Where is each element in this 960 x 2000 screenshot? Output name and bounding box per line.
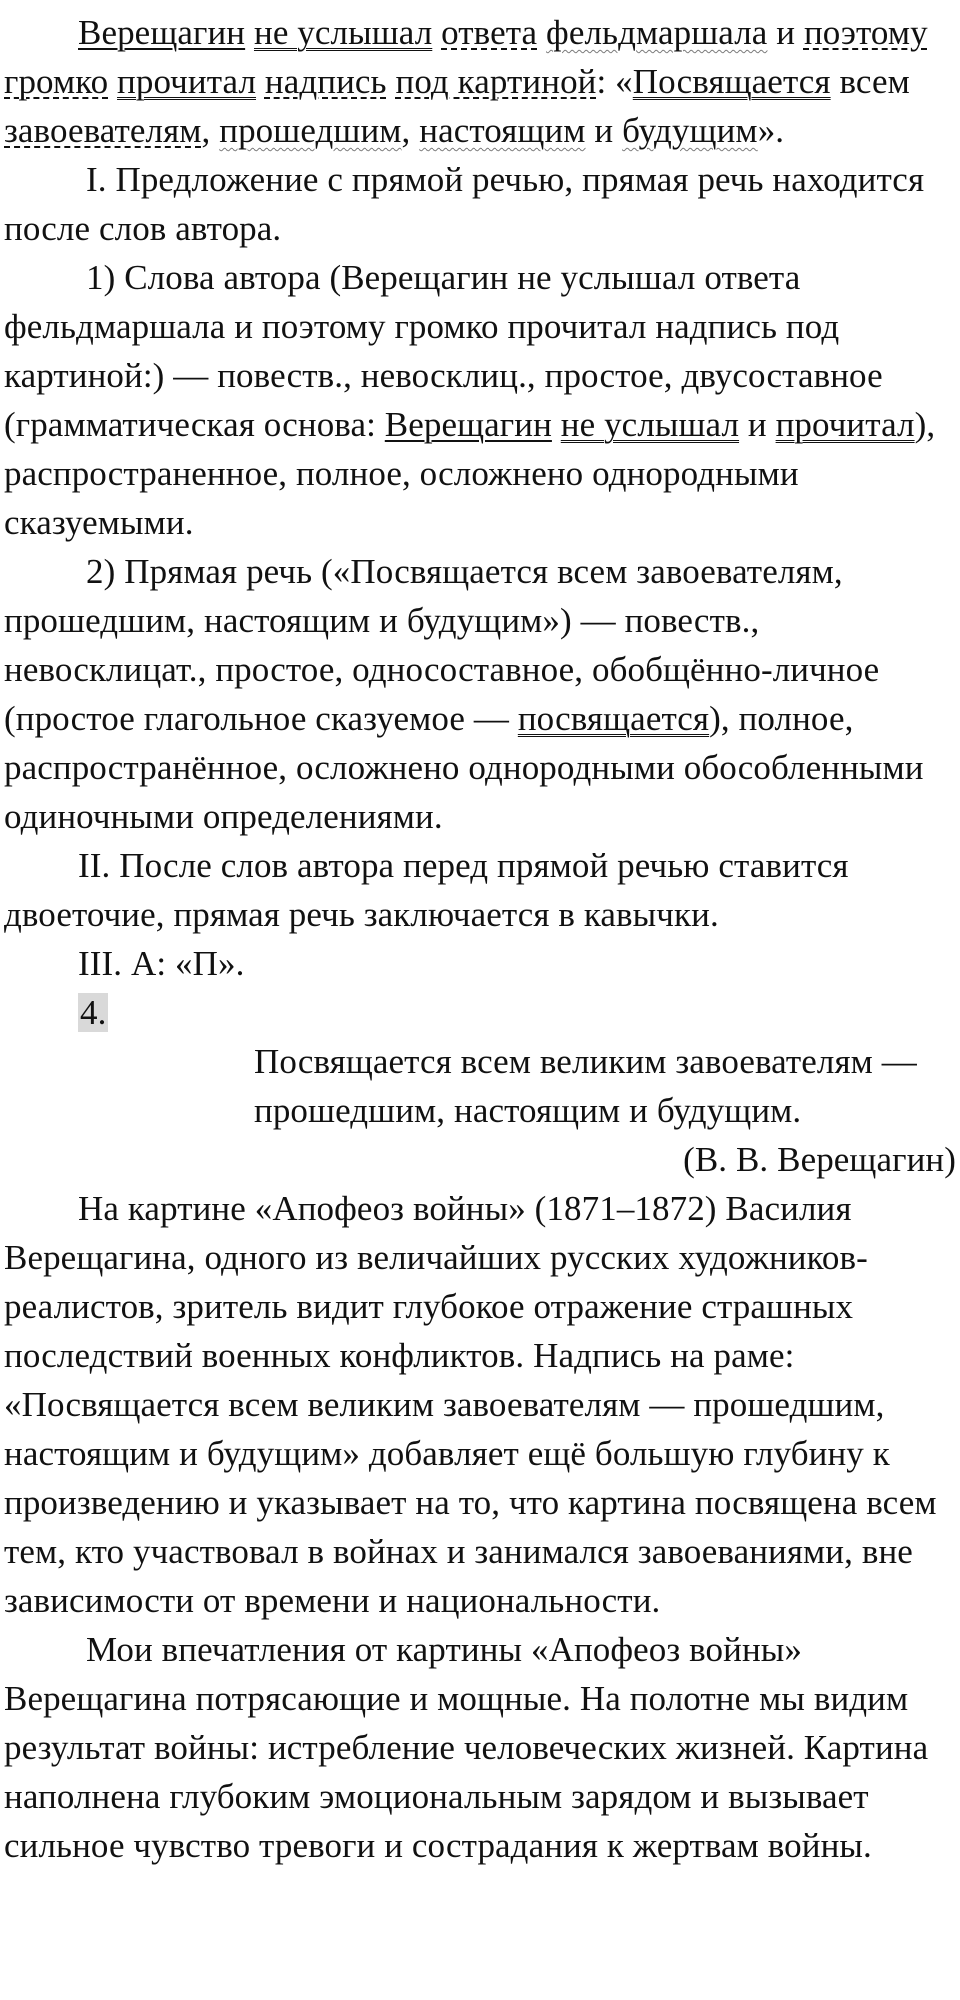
grammar-predicate: посвящается bbox=[517, 699, 710, 738]
text-fragment bbox=[537, 13, 546, 52]
analyzed-sentence bbox=[4, 8, 956, 155]
object-word: ответа bbox=[441, 13, 538, 52]
essay-paragraph-2: Мои впечатления от картины «Апофеоз войны» Верещагина потрясающие и мощные. На полотне мы видим результат войны: истребление человеческих жизней. Картина наполнена глубоким эмоциональным зарядом и вызывает сильное чувство тревоги и сострадания к жертвам войны. bbox=[4, 1630, 929, 1865]
text-fragment: и bbox=[767, 13, 804, 52]
adverbial-word: громко bbox=[4, 62, 109, 101]
text-fragment: : « bbox=[596, 62, 633, 101]
attribute-word: будущим bbox=[622, 111, 758, 150]
subject-word: Верещагин bbox=[78, 13, 246, 52]
text-fragment bbox=[552, 405, 561, 444]
attribute-word: настоящим bbox=[419, 111, 586, 150]
object-word: завоевателям bbox=[4, 111, 202, 150]
predicate-word: прочитал bbox=[117, 62, 257, 101]
epigraph-line-2: прошедшим, настоящим и будущим. bbox=[254, 1091, 802, 1130]
grammar-subject: Верещагин bbox=[384, 405, 552, 444]
object-word: надпись bbox=[264, 62, 387, 101]
text-fragment bbox=[108, 62, 117, 101]
task-number bbox=[4, 988, 956, 1037]
text-fragment: ». bbox=[757, 111, 785, 150]
analysis-point-author-words bbox=[4, 253, 956, 547]
text-fragment bbox=[256, 62, 265, 101]
adverbial-word: поэтому bbox=[803, 13, 928, 52]
task-number-label: 4. bbox=[80, 993, 107, 1032]
predicate-word: Посвящается bbox=[632, 62, 831, 101]
epigraph-author: (В. В. Верещагин) bbox=[683, 1140, 956, 1179]
text-fragment: , bbox=[201, 111, 220, 150]
analysis-point-direct-speech bbox=[4, 547, 956, 841]
text-fragment bbox=[432, 13, 441, 52]
analysis-point-2: II. После слов автора перед прямой речью ставится двоеточие, прямая речь заключается в кавычки. bbox=[4, 846, 849, 934]
text-fragment: , bbox=[401, 111, 420, 150]
analysis-point-1: I. Предложение с прямой речью, прямая речь находится после слов автора. bbox=[4, 160, 925, 248]
predicate-word: не услышал bbox=[253, 13, 433, 52]
text-fragment: ), распространенное, полное, осложнено однородными сказуемыми. bbox=[4, 405, 936, 542]
epigraph-line-1: Посвящается всем великим завоевателям — bbox=[254, 1042, 917, 1081]
text-fragment: и bbox=[585, 111, 623, 150]
text-fragment bbox=[245, 13, 254, 52]
essay-paragraph-1: На картине «Апофеоз войны» (1871–1872) Василия Верещагина, одного из величайших русских художников-реалистов, зритель видит глубокое отражение страшных последствий военных конфликтов. Надпись на раме: «Посвящается всем великим завоевателям — прошедшим, настоящим и будущим» добавляет ещё большую глубину к произведению и указывает на то, что картина посвящена всем тем, кто участвовал в войнах и занимался завоеваниями, вне зависимости от времени и национальности. bbox=[4, 1189, 937, 1620]
text-fragment: 1) Слова автора (Верещагин не услышал ответа фельдмаршала и поэтому громко прочитал надпись под картиной:) — повеств., невосклиц., простое, двусоставное (грамматическая основа: bbox=[4, 258, 883, 444]
text-fragment: 2) Прямая речь («Посвящается всем завоевателям, прошедшим, настоящим и будущим») — повеств., невосклицат., простое, односоставное, обобщённо-личное (простое глагольное сказуемое — bbox=[4, 552, 880, 738]
text-fragment: и bbox=[739, 405, 776, 444]
adverbial-word: под картиной bbox=[395, 62, 597, 101]
analysis-point-3: III. А: «П». bbox=[78, 944, 245, 983]
text-fragment: ), полное, распространённое, осложнено однородными обособленными одиночными определениями. bbox=[4, 699, 924, 836]
attribute-word: прошедшим bbox=[219, 111, 402, 150]
grammar-predicate: прочитал bbox=[775, 405, 915, 444]
text-fragment: всем bbox=[830, 62, 910, 101]
grammar-predicate: не услышал bbox=[560, 405, 740, 444]
attribute-word: фельдмаршала bbox=[546, 13, 768, 52]
